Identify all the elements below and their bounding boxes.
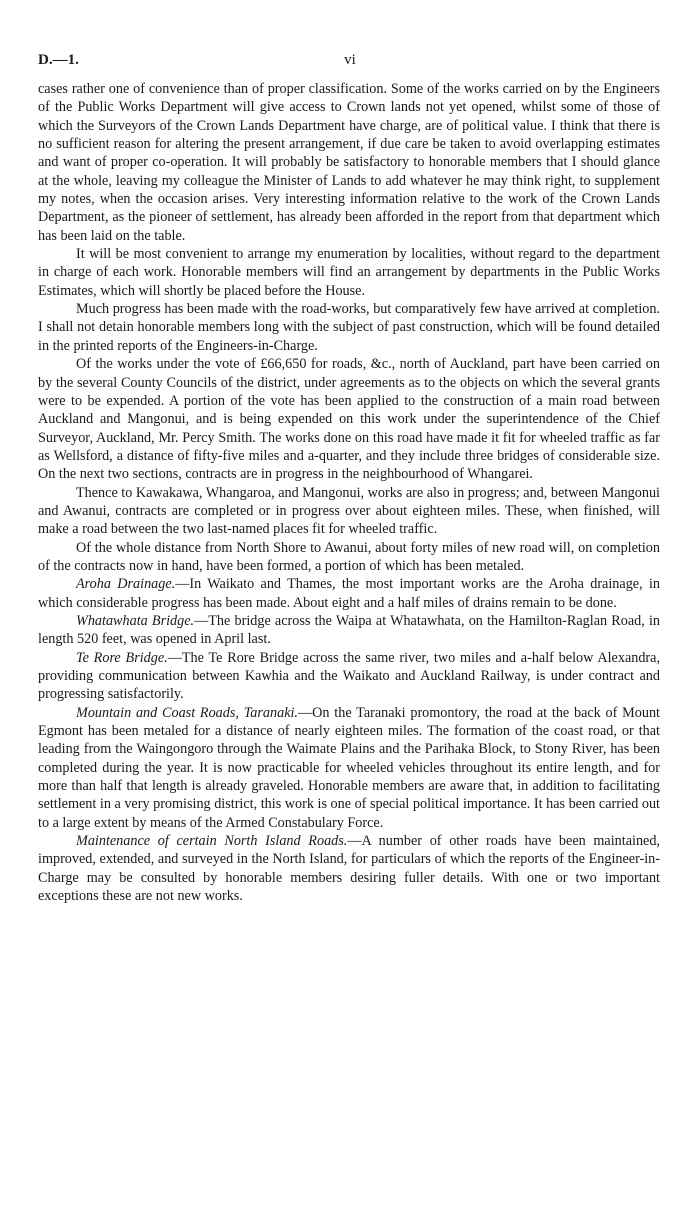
paragraph-text: Thence to Kawakawa, Whangaroa, and Mangonui, works are also in progress; and, between Mangonui and Awanui, contracts are completed or in progress over about eighteen miles. These, when finished, will make a road between the two last-named places fit for wheeled traffic. — [38, 484, 661, 538]
paragraph-text: cases rather one of convenience than of proper classification. Some of the works carried on by the Engineers of the Public Works Department will give access to Crown lands not yet opened, whilst some of those of which the Surveyors of the Crown Lands Department have charge, are of political value. I think that there is no sufficient reason for altering the present arrangement, if due care be taken to avoid overlapping estimates and want of proper co-operation. It will probably be satisfactory to honorable members that I should glance at the whole, leaving my colleague the Minister of Lands to add whatever he may think right, to supplement my notes, when the occasion arises. Very interesting information relative to the work of the Crown Lands Department, as the pioneer of settlement, has already been afforded in the report from that department which has been laid on the table. — [38, 81, 660, 244]
paragraph-text: Much progress has been made with the road-works, but comparatively few have arrived at completion. I shall not detain honorable members long with the subject of past construction, which will be found detailed in the printed reports of the Engineers-in-Charge. — [38, 301, 660, 354]
paragraph-text: —A number of other roads have been maintained, improved, extended, and surveyed in the North Island, for particulars of which the reports of the Engineer-in-Charge may be consulted by honorable members desiring fuller details. With one or two important exceptions these are not new works. — [38, 833, 660, 905]
paragraph — [38, 704, 660, 832]
paragraph — [38, 300, 660, 355]
paragraph — [38, 832, 660, 905]
section-heading: Mountain and Coast Roads, Taranaki. — [76, 704, 298, 721]
page-number: vi — [344, 52, 356, 68]
paragraph-text: —The Te Rore Bridge across the same river, two miles and a-half below Alexandra, providing communication between Kawhia and the Waikato and Auckland Railway, is under contract and progressing satisfactorily. — [38, 649, 661, 703]
paragraph — [38, 539, 660, 576]
paragraph — [38, 245, 660, 300]
document-body — [38, 80, 660, 905]
paragraph-text: Of the whole distance from North Shore to Awanui, about forty miles of new road will, on completion of the contracts now in hand, have been formed, a portion of which has been metaled. — [38, 539, 660, 574]
paragraph — [38, 355, 660, 483]
paragraph — [38, 575, 660, 612]
paragraph-text: Of the works under the vote of £66,650 for roads, &c., north of Auckland, part have been carried on by the several County Councils of the district, under agreements as to the objects on which the several grants were to be expended. A portion of the vote has been applied to the construction of a main road between Auckland and Mangonui, and is being expended on this work under the superintendence of the Chief Surveyor, Auckland, Mr. Percy Smith. The works done on this road have made it fit for wheeled traffic as far as Wellsford, a distance of fifty-five miles and a-quarter, and they include three bridges of considerable size. On the next two sections, contracts are in progress in the neighbourhood of Whangarei. — [38, 356, 660, 483]
paragraph — [38, 484, 660, 539]
paragraph-text: —In Waikato and Thames, the most important works are the Aroha drainage, in which considerable progress has been made. About eight and a half miles of drains remain to be done. — [38, 576, 660, 611]
paragraph — [38, 612, 660, 649]
section-heading: Aroha Drainage. — [76, 576, 176, 593]
paragraph — [38, 649, 660, 704]
document-reference: D.—1. — [38, 52, 79, 68]
section-heading: Maintenance of certain North Island Roads. — [76, 833, 348, 850]
paragraph — [38, 80, 660, 245]
section-heading: Whatawhata Bridge. — [76, 612, 195, 629]
paragraph-text: It will be most convenient to arrange my enumeration by localities, without regard to the department in charge of each work. Honorable members will find an arrangement by departments in the Public Works Estimates, which will shortly be placed before the House. — [38, 246, 660, 299]
section-heading: Te Rore Bridge. — [76, 649, 168, 666]
paragraph-text: —On the Taranaki promontory, the road at the back of Mount Egmont has been metaled for a distance of nearly eighteen miles. The formation of the coast road, or that leading from the Waingongoro through the Waimate Plains and the Parihaka Block, to Stony River, has been completed during the year. It is now practicable for wheeled vehicles throughout its entire length, and for more than half that length is already graveled. Honorable members are aware that, in addition to facilitating settlement in a very promising district, this work is one of special political importance. It has been carried out to a large extent by means of the Armed Constabulary Force. — [38, 704, 660, 831]
paragraph-text: —The bridge across the Waipa at Whatawhata, on the Hamilton-Raglan Road, in length 520 feet, was opened in April last. — [38, 612, 660, 648]
page-header — [38, 52, 662, 74]
